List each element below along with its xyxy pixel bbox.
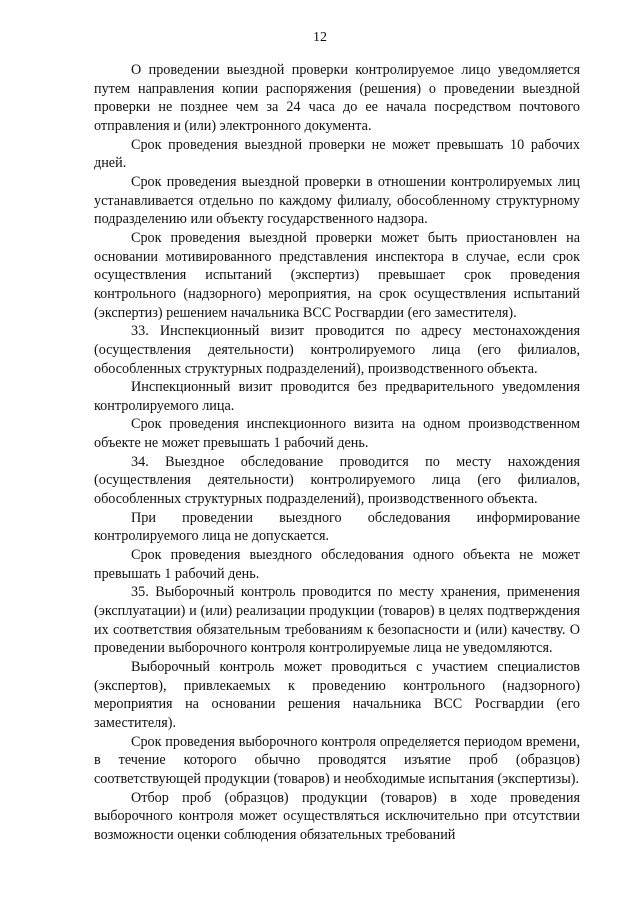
paragraph: 35. Выборочный контроль проводится по месту хранения, применения (эксплуатации) и (или) реализации продукции (товаров) в целях подтверждения их соответствия обязательным требованиям к безопасности и (или) качеству. О проведении выборочного контроля контролируемые лица не уведомляются.: [94, 584, 580, 657]
paragraph: Выборочный контроль может проводиться с участием специалистов (экспертов), привлекаемых к проведению контрольного (надзорного) мероприятия на основании решения начальника ВСС Росгвардии (его заместителя).: [94, 659, 580, 731]
paragraph: Срок проведения выборочного контроля определяется периодом времени, в течение которого обычно проводятся изъятие проб (образцов) соответствующей продукции (товаров) и необходимые испытания (экспертизы).: [94, 733, 580, 787]
page-number: 12: [313, 30, 327, 45]
paragraph: При проведении выездного обследования информирование контролируемого лица не допускается.: [94, 509, 580, 545]
paragraph: Инспекционный визит проводится без предварительного уведомления контролируемого лица.: [94, 379, 580, 414]
paragraph: Срок проведения выездной проверки может быть приостановлен на основании мотивированного представления инспектора в случае, если срок осуществления испытаний (экспертиз) превышает срок проведения контрольного (надзорного) мероприятия, на срок осуществления испытаний (экспертиз) решением начальника ВСС Росгвардии (его заместителя).: [94, 229, 580, 321]
paragraph: 33. Инспекционный визит проводится по адресу местонахождения (осуществления деятельности) контролируемого лица (его филиалов, обособленных структурных подразделений), производственного объекта.: [94, 323, 580, 377]
paragraph: Срок проведения инспекционного визита на одном производственном объекте не может превышать 1 рабочий день.: [94, 416, 580, 452]
paragraph: 34. Выездное обследование проводится по месту нахождения (осуществления деятельности) контролируемого лица (его филиалов, обособленных структурных подразделений), производственного объекта.: [94, 453, 580, 508]
paragraph: Отбор проб (образцов) продукции (товаров) в ходе проведения выборочного контроля может осуществляться исключительно при отсутствии возможности оценки соблюдения обязательных требований: [94, 789, 580, 843]
document-body: [94, 61, 580, 845]
paragraph: Срок проведения выездной проверки не может превышать 10 рабочих дней.: [94, 136, 580, 172]
paragraph: Срок проведения выездной проверки в отношении контролируемых лиц устанавливается отдельно по каждому филиалу, обособленному структурному подразделению или объекту государственного надзора.: [94, 173, 580, 228]
paragraph: Срок проведения выездного обследования одного объекта не может превышать 1 рабочий день.: [94, 547, 580, 582]
paragraph: О проведении выездной проверки контролируемое лицо уведомляется путем направления копии распоряжения (решения) о проведении выездной проверки не позднее чем за 24 часа до ее начала посредством почтового отправления и (или) электронного документа.: [94, 62, 580, 134]
